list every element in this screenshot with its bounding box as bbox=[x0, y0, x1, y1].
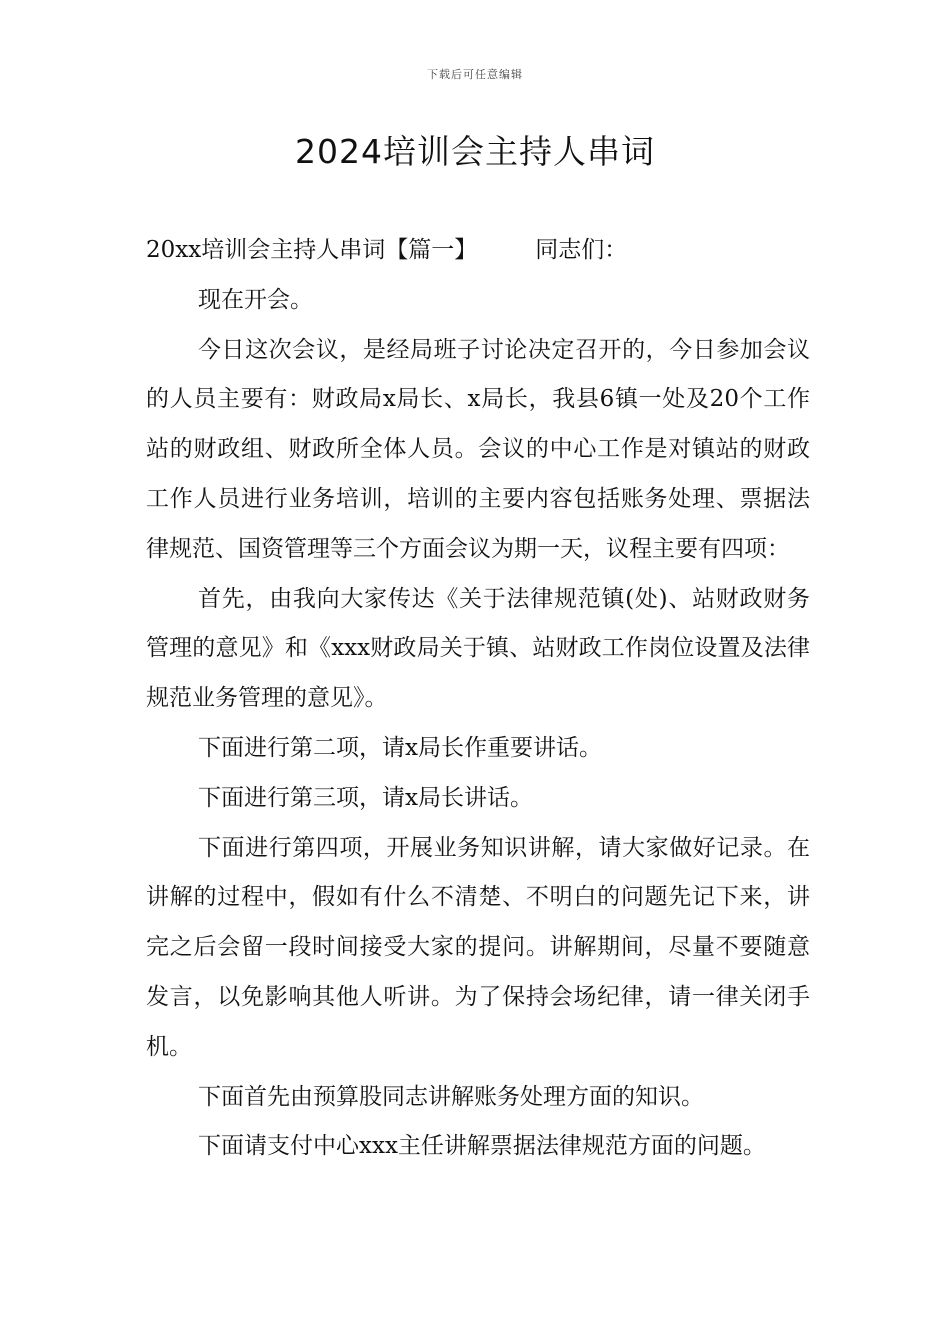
paragraph: 下面首先由预算股同志讲解账务处理方面的知识。 bbox=[198, 1083, 704, 1110]
paragraph: 今日这次会议，是经局班子讨论决定召开的，今日参加会议的人员主要有：财政局x局长、x局长，我县6镇一处及20个工作站的财政组、财政所全体人员。会议的中心工作是对镇站的财政工作人员进行业务培训，培训的主要内容包括账务处理、票据法律规范、国资管理等三个方面会议为期一天，议程主要有四项： bbox=[146, 336, 810, 562]
first-line bbox=[146, 226, 810, 276]
paragraph: 下面进行第二项，请x局长作重要讲话。 bbox=[198, 734, 602, 761]
paragraph: 现在开会。 bbox=[198, 286, 313, 313]
paragraph: 下面进行第四项，开展业务知识讲解，请大家做好记录。在讲解的过程中，假如有什么不清楚、不明白的问题先记下来，讲完之后会留一段时间接受大家的提问。讲解期间，尽量不要随意发言，以免影响其他人听讲。为了保持会场纪律，请一律关闭手机。 bbox=[146, 834, 810, 1060]
header-note: 下载后可任意编辑 bbox=[427, 68, 523, 81]
paragraph: 下面进行第三项，请x局长讲话。 bbox=[198, 784, 533, 811]
document-body bbox=[146, 226, 810, 1172]
paragraph: 下面请支付中心xxx主任讲解票据法律规范方面的问题。 bbox=[198, 1133, 766, 1160]
salutation: 同志们： bbox=[535, 237, 628, 263]
section-heading: 20xx培训会主持人串词【篇一】 bbox=[146, 237, 478, 263]
paragraph: 首先，由我向大家传达《关于法律规范镇(处)、站财政财务管理的意见》和《xxx财政局关于镇、站财政工作岗位设置及法律规范业务管理的意见》。 bbox=[146, 585, 810, 712]
document-title: 2024培训会主持人串词 bbox=[295, 132, 655, 171]
